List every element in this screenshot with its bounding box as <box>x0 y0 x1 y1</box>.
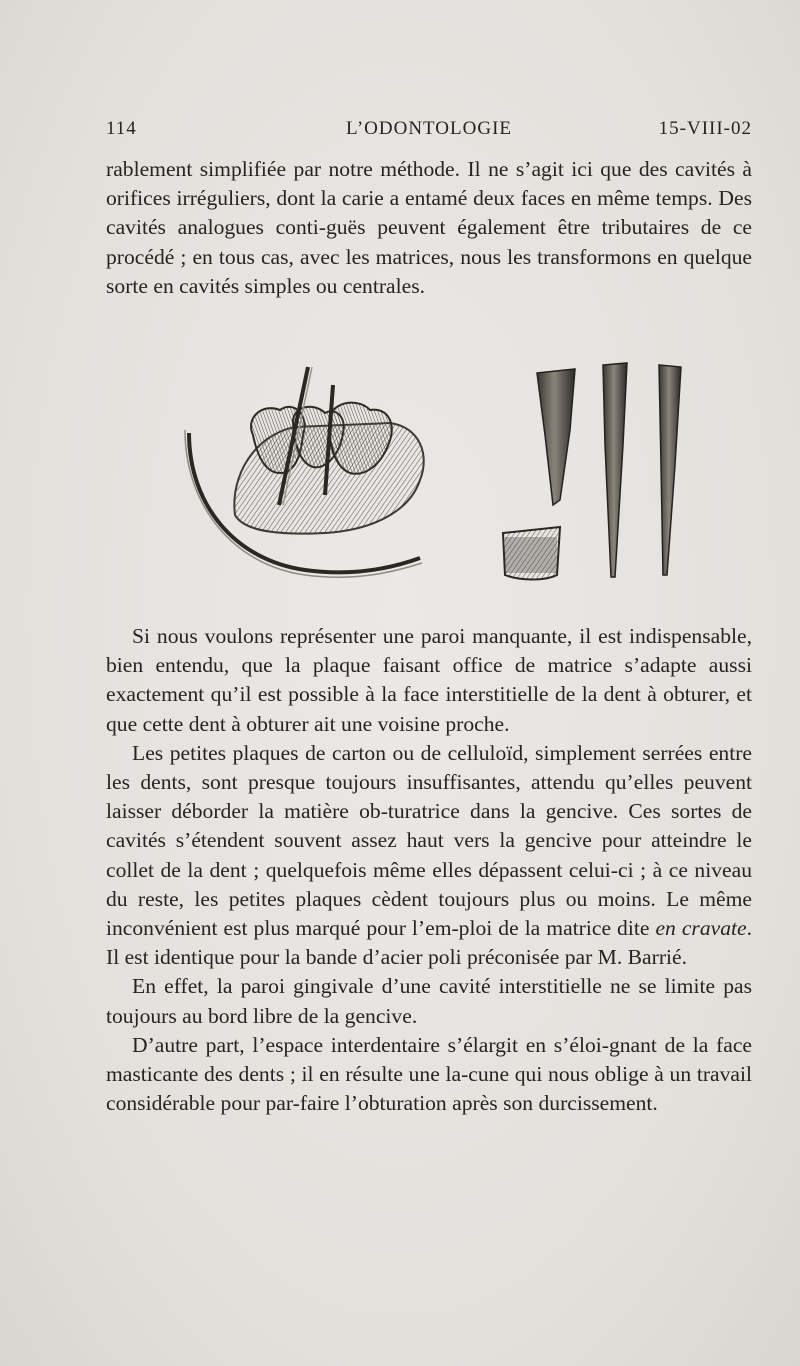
running-header <box>106 118 752 148</box>
paragraph-text: Les petites plaques de carton ou de celluloïd, simplement serrées entre les dents, sont presque toujours insuffisantes, attendu qu’elles peuvent laisser déborder la matière ob-turatrice dans la gencive. Ces sortes de cavités s’étendent souvent assez haut vers la gencive pour atteindre le collet de la dent ; quelquefois même elles dépassent celui-ci ; à ce niveau du reste, les petites plaques cèdent toujours plus ou moins. Le même inconvénient est plus marqué pour l’em-ploi de la matrice dite <box>106 740 752 941</box>
italic-term: en cravate <box>655 916 747 941</box>
paragraph: En effet, la paroi gingivale d’une cavité interstitielle ne se limite pas toujours au bord libre de la gencive. <box>106 974 752 1028</box>
paragraph-continued: rablement simplifiée par notre méthode. Il ne s’agit ici que des cavités à orifices irréguliers, dont la carie a entamé deux faces en même temps. Des cavités analogues conti-guës peuvent également être tributaires de ce procédé ; en tous cas, avec les matrices, nous les transformons en quelque sorte en cavités simples ou centrales. <box>106 157 752 298</box>
text-block-bottom <box>106 622 752 1118</box>
paragraph <box>106 739 752 973</box>
running-title: L’ODONTOLOGIE <box>345 118 513 139</box>
page-number: 114 <box>106 118 137 139</box>
paragraph: Si nous voulons représenter une paroi manquante, il est indispensable, bien entendu, que la plaque faisant office de matrice s’adapte aussi exactement qu’il est possible à la face interstitielle de la dent à obturer, et que cette dent à obturer ait une voisine proche. <box>106 624 752 736</box>
matrix-plate <box>503 527 560 580</box>
jaw-model <box>185 367 424 577</box>
dental-matrix-illustration <box>175 355 695 595</box>
paragraph-text: . Il est identique pour la bande d’acier poli préconisée par M. Barrié. <box>106 916 752 970</box>
issue-date: 15-VIII-02 <box>658 118 752 139</box>
text-block-top <box>106 155 752 301</box>
paragraph: D’autre part, l’espace interdentaire s’élargit en s’éloi-gnant de la face masticante des dents ; il en résulte une la-cune qui nous oblige à un travail considérable pour par-faire l’obturation après son durcissement. <box>106 1032 752 1116</box>
